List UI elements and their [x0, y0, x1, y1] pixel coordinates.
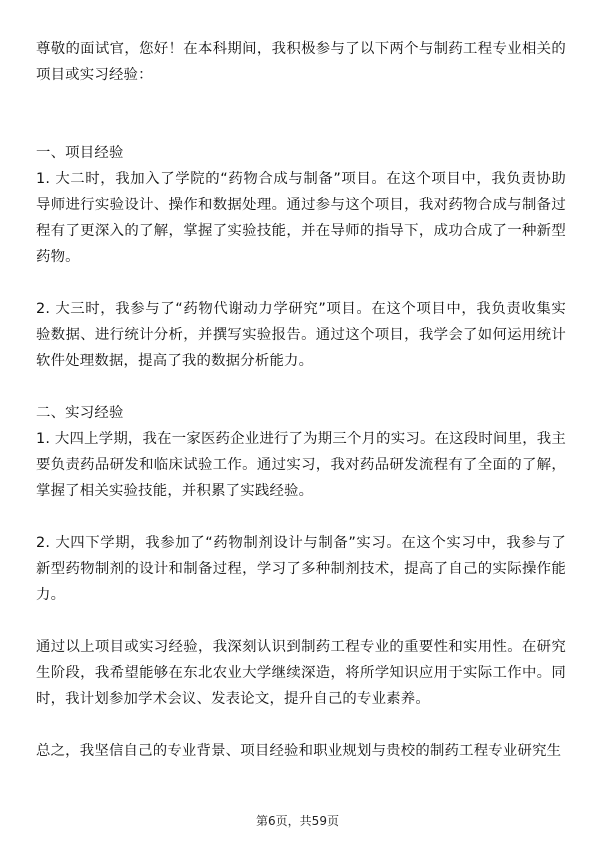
document-body: [36, 36, 566, 764]
page-number: 第6页，共59页: [256, 814, 339, 828]
internship-item-1: 1. 大四上学期，我在一家医药企业进行了为期三个月的实习。在这段时间里，我主要负责药品研发和临床试验工作。通过实习，我对药品研发流程有了全面的了解，掌握了相关实验技能，并积累了实践经验。: [36, 431, 566, 499]
internship-item-2: 2. 大四下学期，我参加了“药物制剂设计与制备”实习。在这个实习中，我参与了新型药物制剂的设计和制备过程，学习了多种制剂技术，提高了自己的实际操作能力。: [36, 535, 566, 603]
section-heading-internships: 二、实习经验: [36, 405, 124, 421]
project-item-2: 2. 大三时，我参与了“药物代谢动力学研究”项目。在这个项目中，我负责收集实验数据、进行统计分析，并撰写实验报告。通过这个项目，我学会了如何运用统计软件处理数据，提高了我的数据分析能力。: [36, 301, 566, 369]
project-item-1: 1. 大二时，我加入了学院的“药物合成与制备”项目。在这个项目中，我负责协助导师进行实验设计、操作和数据处理。通过参与这个项目，我对药物合成与制备过程有了更深入的了解，掌握了实验技能，并在导师的指导下，成功合成了一种新型药物。: [36, 171, 566, 265]
summary-paragraph: 通过以上项目或实习经验，我深刻认识到制药工程专业的重要性和实用性。在研究生阶段，我希望能够在东北农业大学继续深造，将所学知识应用于实际工作中。同时，我计划参加学术会议、发表论文，提升自己的专业素养。: [36, 639, 566, 707]
conclusion-paragraph: 总之，我坚信自己的专业背景、项目经验和职业规划与贵校的制药工程专业研究生: [36, 743, 562, 759]
section-heading-projects: 一、项目经验: [36, 145, 124, 161]
intro-paragraph: 尊敬的面试官，您好！在本科期间，我积极参与了以下两个与制药工程专业相关的项目或实习经验：: [36, 41, 566, 83]
